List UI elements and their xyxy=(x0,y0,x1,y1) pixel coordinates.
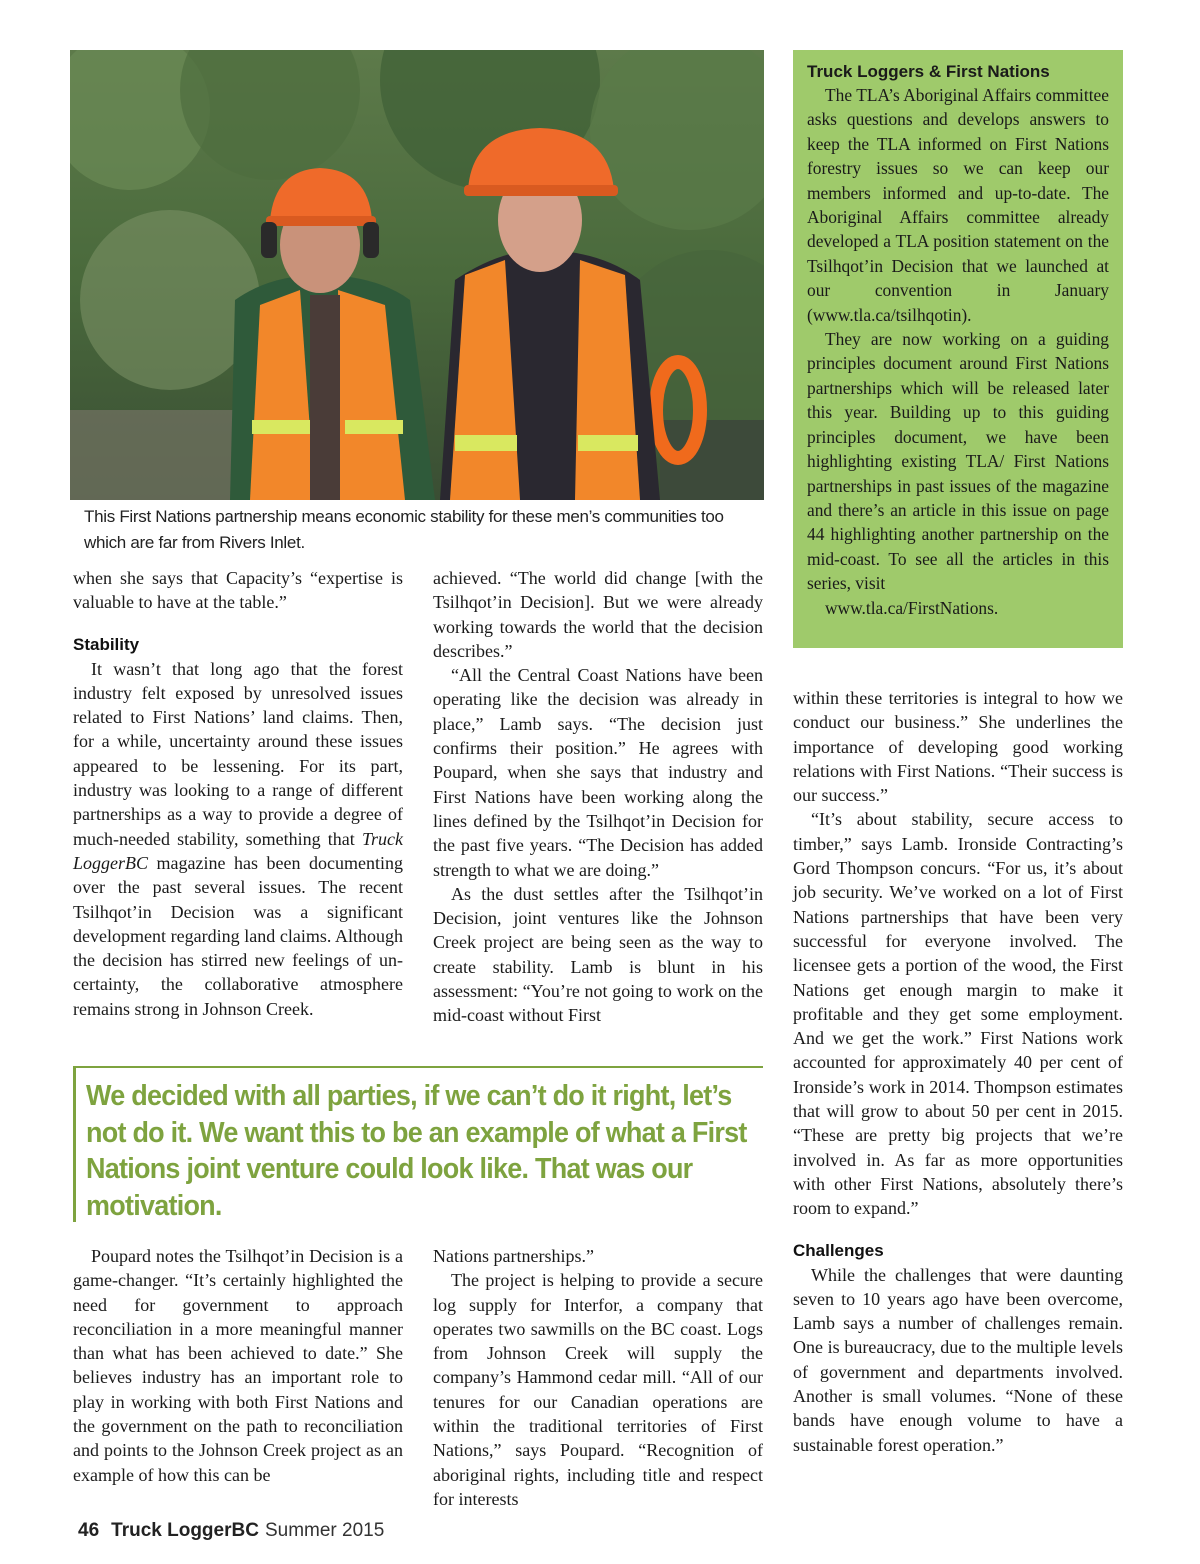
article-column-3 xyxy=(793,686,1123,1457)
sidebar-paragraph: The TLA’s Aboriginal Affairs committee asks questions and develops answers to keep the TLA informed on First Nations forestry issues so we can keep our members informed and up-to-date. The Aboriginal Affairs committee already developed a TLA position statement on the Tsilhqot’in Decision that we launched at our convention in January (www.tla.ca/tsilhqotin). xyxy=(807,85,1109,325)
article-column-1-top xyxy=(73,566,403,1021)
body-paragraph: Poupard notes the Tsilhqot’in Decision is a game-changer. “It’s certainly highlighted the need for government to approach reconciliation in a more meaningful manner than what has been achieved to date.” She believes industry has an important role to play in working with both First Nations and the government on the path to reconciliation and points to the Johnson Creek project as an example of how this can be xyxy=(73,1246,403,1485)
body-paragraph: The project is helping to provide a secure log supply for Interfor, a company that operates two sawmills on the BC coast. Logs from Johnson Creek will supply the company’s Hammond cedar mill. “All of our tenures for our Canadian operations are within the traditional territories of First Nations,” says Poupard. “Recognition of aboriginal rights, including title and respect for interests xyxy=(433,1270,763,1509)
article-column-2-top xyxy=(433,566,763,1028)
body-text: It wasn’t that long ago that the forest industry felt exposed by unresolved issues related to First Nations’ land claims. Then, for a while, uncertainty around these issues appeared to be lessening. For its part, industry was looking to a range of different partnerships as a way to provide a degree of much-needed stability, something that xyxy=(73,658,403,849)
article-column-2-bottom xyxy=(433,1244,763,1511)
magazine-title: Truck LoggerBC xyxy=(73,828,403,873)
photo-illustration xyxy=(70,50,764,500)
section-heading-stability: Stability xyxy=(73,634,140,654)
sidebar-link[interactable]: www.tla.ca/FirstNations. xyxy=(825,597,999,618)
body-paragraph: achieved. “The world did change [with the Tsilhqot’in Decision]. But we were already working towards the world that the decision describes.” xyxy=(433,568,763,661)
issue-label: Summer 2015 xyxy=(264,1520,385,1541)
body-paragraph: As the dust settles after the Tsilhqot’in Decision, joint ventures like the Johnson Creek project are being seen as the way to create stability. Lamb is blunt in his assessment: “You’re not going to work on the mid-coast without First xyxy=(433,883,763,1026)
article-column-1-bottom xyxy=(73,1244,403,1487)
body-text: magazine has been documenting over the past several issues. The recent Tsilhqot’in Decision was a significant development regarding land claims. Although the decision has stirred new feelings of uncertainty, the collaborative atmosphere remains strong in Johnson Creek. xyxy=(73,852,403,1019)
page-footer xyxy=(78,1520,384,1542)
body-paragraph: when she says that Capacity’s “expertise is valuable to have at the table.” xyxy=(73,568,403,613)
sidebar-box xyxy=(793,50,1123,648)
body-paragraph: “It’s about stability, secure access to timber,” says Lamb. Ironside Contracting’s Gord Thompson concurs. “For us, it’s about job security. We’ve worked on a lot of First Nations partnerships that have been very successful for everyone involved. The licensee gets a portion of the wood, the First Nations get enough margin to make it profitable and they get some employment. And we get the work.” First Nations work accounted for approximately 40 per cent of Ironside’s work in 2014. Thompson estimates that will grow to about 50 per cent in 2015. “These are pretty big projects that we’re involved in. As far as more opportunities with other First Nations, absolutely there’s room to expand.” xyxy=(793,809,1123,1219)
photo-caption: This First Nations partnership means economic stability for these men’s communities too which are far from Rivers Inlet. xyxy=(84,507,724,552)
pull-quote xyxy=(73,1066,763,1222)
sidebar-title: Truck Loggers & First Nations xyxy=(807,62,1050,81)
section-heading-challenges: Challenges xyxy=(793,1240,884,1260)
body-paragraph: Nations partnerships.” xyxy=(433,1246,594,1266)
body-paragraph xyxy=(73,657,403,1021)
page-number: 46 xyxy=(78,1520,100,1541)
pull-quote-text: We decided with all parties, if we can’t do it right, let’s not do it. We want this to be an example of what a First Nations joint venture could look like. That was our motivation. xyxy=(86,1080,747,1222)
body-paragraph: “All the Central Coast Nations have been operating like the decision was already in place,” Lamb says. “The decision just confirms their position.” He agrees with Poupard, when she says that industry and First Nations have been working along the lines defined by the Tsilhqot’in Decision for the past five years. “The Decision has added strength to what we are doing.” xyxy=(433,665,763,880)
sidebar-paragraph: They are now working on a guiding principles document around First Nations partnerships which will be released later this year. Building up to this guiding principles document, we have been highlighting existing TLA/ First Nations partnerships in past issues of the magazine and there’s an article in this issue on page 44 highlighting another partnership on the mid-coast. To see all the articles in this series, visit xyxy=(807,329,1109,594)
magazine-name: Truck LoggerBC xyxy=(111,1520,259,1541)
body-paragraph: While the challenges that were daunting seven to 10 years ago have been overcome, Lamb says a number of challenges remain. One is bureaucracy, due to the multiple levels of government and departments involved. Another is small volumes. “None of these bands have enough volume to have a sustainable forest operation.” xyxy=(793,1264,1123,1455)
article-photo xyxy=(70,50,764,500)
body-paragraph: within these territories is integral to how we conduct our business.” She underlines the importance of developing good working relations with First Nations. “Their success is our success.” xyxy=(793,688,1123,806)
